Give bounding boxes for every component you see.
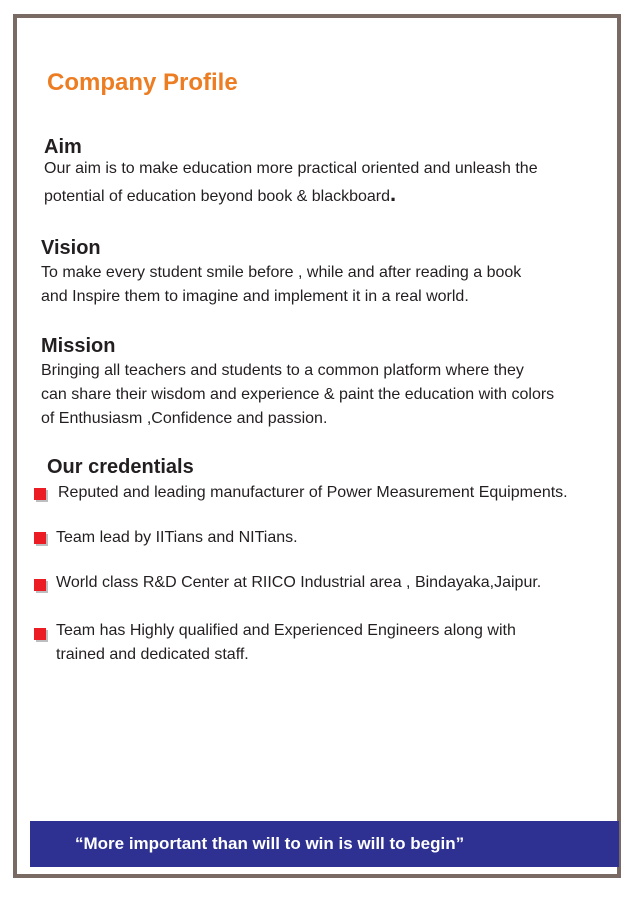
list-item-text: Team has Highly qualified and Experienced Engineers along with trained and dedicated staff. [56, 622, 516, 663]
bullet-square-icon [34, 532, 46, 544]
bullet-square-icon [34, 488, 46, 500]
vision-heading: Vision [41, 237, 101, 259]
aim-end-mark: . [390, 181, 397, 206]
aim-line-1: Our aim is to make education more practical oriented and unleash the [44, 160, 538, 177]
mission-line-3: of Enthusiasm ,Confidence and passion. [41, 410, 328, 427]
mission-line-2: can share their wisdom and experience & paint the education with colors [41, 386, 555, 403]
vision-line-2: and Inspire them to imagine and implement it in a real world. [41, 288, 469, 305]
mission-text [41, 359, 554, 431]
list-item-text: World class R&D Center at RIICO Industrial area , Bindayaka,Jaipur. [56, 574, 542, 591]
quote-text: “More important than will to win is will to begin” [75, 834, 465, 853]
page-title: Company Profile [47, 69, 238, 96]
aim-text [44, 155, 538, 211]
quote-banner [30, 821, 619, 867]
list-item-text: Reputed and leading manufacturer of Power Measurement Equipments. [58, 484, 568, 501]
aim-line-2: potential of education beyond book & blackboard. [44, 181, 397, 206]
bullet-square-icon [34, 579, 46, 591]
mission-heading: Mission [41, 335, 116, 357]
page-frame [13, 14, 621, 878]
vision-line-1: To make every student smile before , while and after reading a book [41, 264, 522, 281]
vision-text [41, 261, 521, 309]
list-item-text: Team lead by IITians and NITians. [56, 529, 298, 546]
mission-line-1: Bringing all teachers and students to a common platform where they [41, 362, 524, 379]
bullet-square-icon [34, 628, 46, 640]
credentials-heading: Our credentials [47, 456, 194, 478]
aim-heading: Aim [44, 136, 82, 158]
